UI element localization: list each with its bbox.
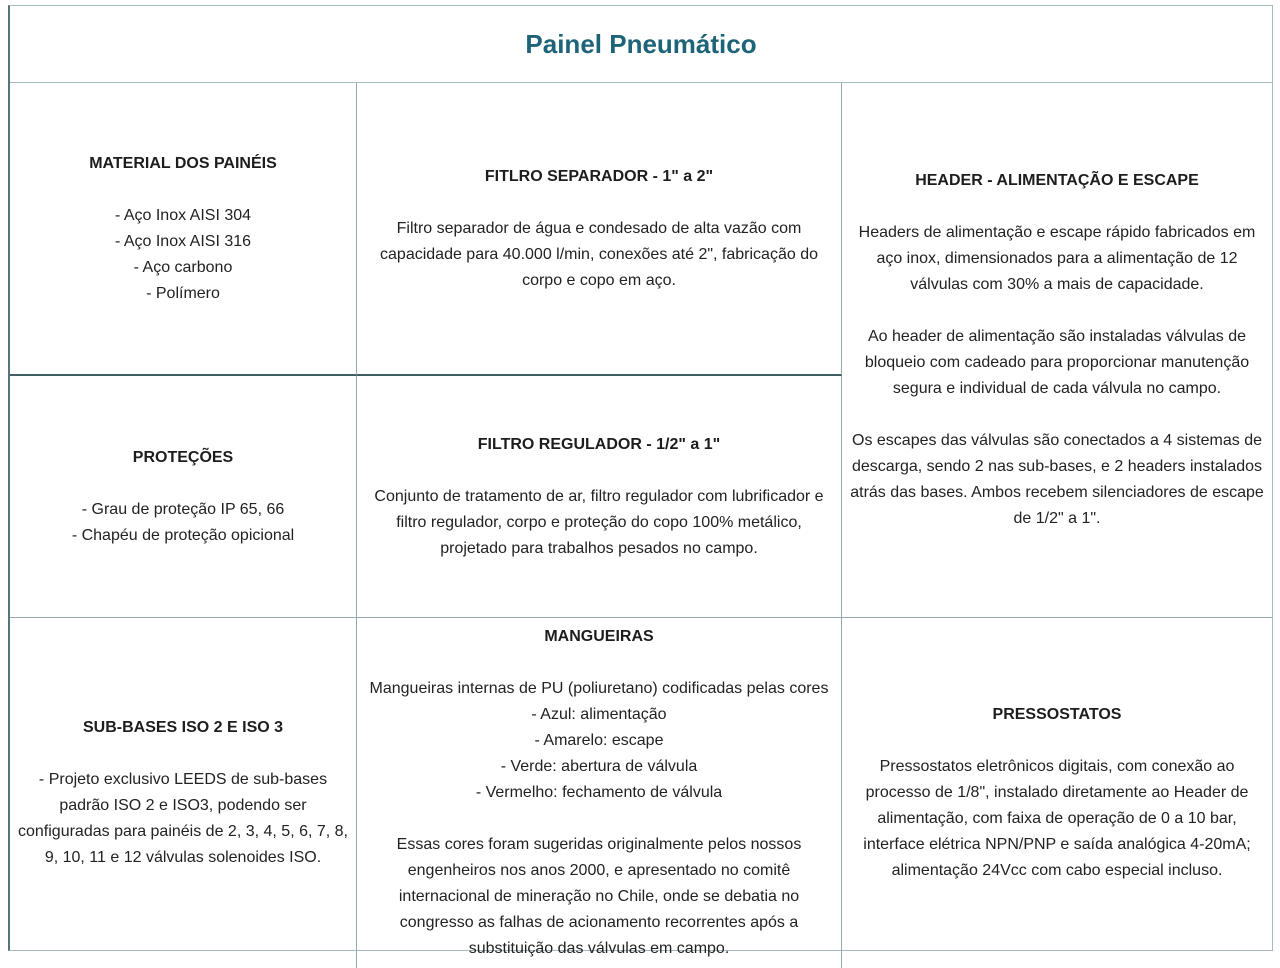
pressostatos-body: Pressostatos eletrônicos digitais, com conexão ao processo de 1/8", instalado diretamente ao Header de alimentação, com faixa de operação de 0 a 10 bar, interface elétrica NPN/PNP e saída analógica 4-20mA; alimentação 24Vcc com cabo especial incluso. — [863, 758, 1251, 879]
cell-mangueiras — [357, 618, 842, 968]
material-item: - Aço Inox AISI 316 — [114, 232, 252, 250]
protecoes-item: - Chapéu de proteção opicional — [71, 526, 295, 544]
cell-protecoes — [10, 376, 357, 618]
pressostatos-heading: PRESSOSTATOS — [992, 706, 1122, 723]
cell-sub-bases — [10, 618, 357, 968]
material-item: - Polímero — [146, 284, 220, 302]
mangueiras-heading: MANGUEIRAS — [544, 628, 654, 645]
protecoes-list — [72, 497, 294, 549]
mangueiras-color-item: - Azul: alimentação — [531, 706, 667, 723]
cell-filtro-separador — [357, 83, 842, 376]
material-heading: MATERIAL DOS PAINÉIS — [89, 154, 277, 172]
mangueiras-color-item: - Vermelho: fechamento de válvula — [475, 784, 723, 801]
cell-header-alimentacao-escape — [842, 83, 1272, 618]
cell-filtro-regulador — [357, 376, 842, 618]
header-alimentacao-paragraph: Os escapes das válvulas são conectados a 4 sistemas de descarga, sendo 2 nas sub-bases, e 2 headers instalados atrás das bases. Ambos recebem silenciadores de escape de 1/2" a 1". — [850, 432, 1264, 527]
header-alimentacao-heading: HEADER - ALIMENTAÇÃO E ESCAPE — [915, 172, 1199, 189]
mangueiras-body: Essas cores foram sugeridas originalmente pelos nossos engenheiros nos anos 2000, e apresentado no comitê internacional de mineração no Chile, onde se debatia no congresso as falhas de acionamento recorrentes após a substituição das válvulas em campo. — [396, 836, 802, 957]
filtro-regulador-heading: FILTRO REGULADOR - 1/2" a 1" — [477, 435, 721, 453]
filtro-separador-heading: FITLRO SEPARADOR - 1" a 2" — [484, 167, 714, 185]
mangueiras-color-item: - Amarelo: escape — [534, 732, 664, 749]
mangueiras-color-item: - Verde: abertura de válvula — [500, 758, 698, 775]
page-title: Painel Pneumático — [525, 29, 757, 59]
mangueiras-color-list — [476, 702, 722, 806]
protecoes-heading: PROTEÇÕES — [132, 448, 234, 466]
title-cell — [10, 6, 1272, 83]
sub-bases-heading: SUB-BASES ISO 2 E ISO 3 — [82, 719, 284, 736]
header-alimentacao-paragraph: Ao header de alimentação são instaladas válvulas de bloqueio com cadeado para proporcionar manutenção segura e individual de cada válvula no campo. — [864, 328, 1250, 397]
sub-bases-body: - Projeto exclusivo LEEDS de sub-bases padrão ISO 2 e ISO3, podendo ser configuradas para painéis de 2, 3, 4, 5, 6, 7, 8, 9, 10, 11 e 12 válvulas solenoides ISO. — [18, 771, 348, 866]
header-alimentacao-paragraph: Headers de alimentação e escape rápido fabricados em aço inox, dimensionados para a alimentação de 12 válvulas com 30% a mais de capacidade. — [858, 224, 1256, 293]
material-list — [115, 203, 251, 307]
material-item: - Aço carbono — [133, 258, 233, 276]
mangueiras-intro: Mangueiras internas de PU (poliuretano) codificadas pelas cores — [369, 680, 829, 697]
pneumatic-panel-spec-table — [8, 5, 1273, 957]
filtro-regulador-body: Conjunto de tratamento de ar, filtro regulador com lubrificador e filtro regulador, corpo e proteção do copo 100% metálico, projetado para trabalhos pesados no campo. — [374, 487, 824, 557]
material-item: - Aço Inox AISI 304 — [114, 206, 252, 224]
filtro-separador-body: Filtro separador de água e condesado de alta vazão com capacidade para 40.000 l/min, conexões até 2", fabricação do corpo e copo em aço. — [380, 219, 818, 289]
cell-material-dos-paineis — [10, 83, 357, 376]
protecoes-item: - Grau de proteção IP 65, 66 — [81, 500, 285, 518]
cell-pressostatos — [842, 618, 1272, 968]
